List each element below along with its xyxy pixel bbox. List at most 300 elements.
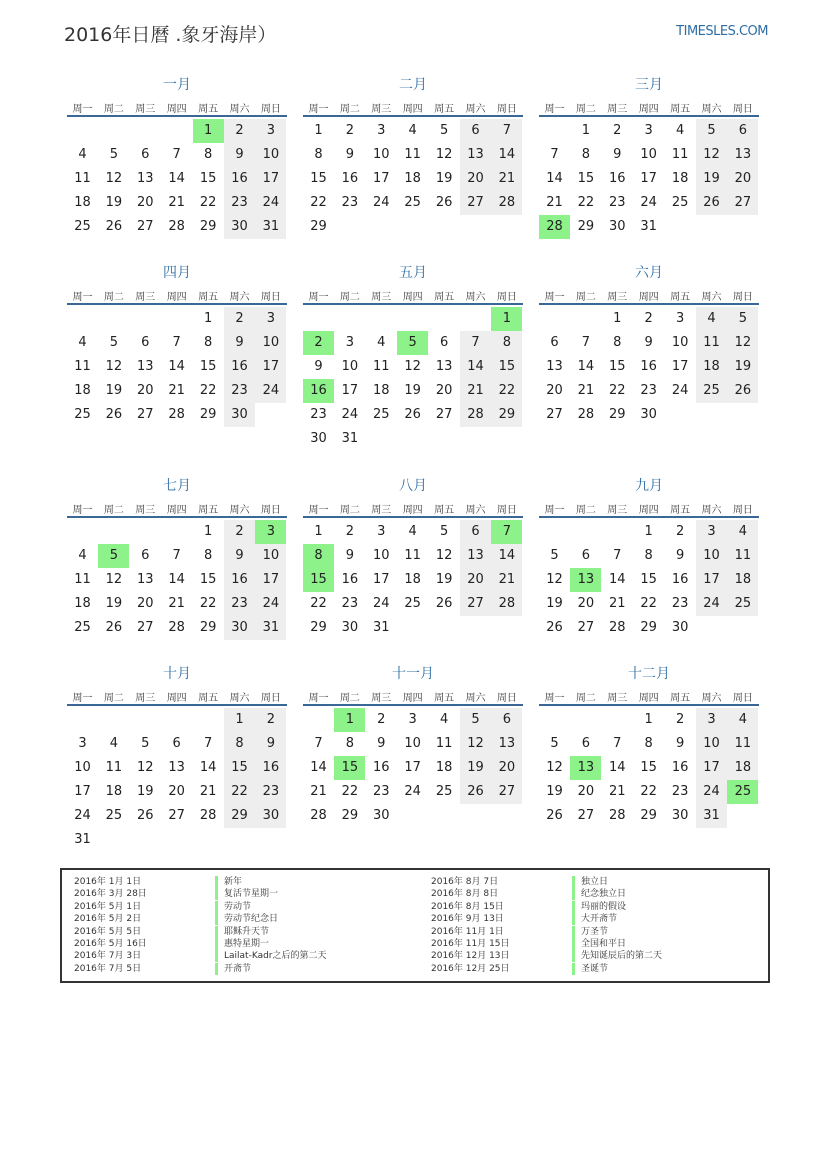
weekday-label: 周二 — [103, 505, 124, 516]
day-cell: 27 — [460, 592, 491, 616]
weekday-label: 周一 — [544, 292, 565, 303]
day-cell: 3 — [696, 708, 727, 732]
month-header-rule — [303, 303, 523, 305]
holiday-name: 圣诞节 — [572, 963, 608, 975]
day-cell: 26 — [696, 191, 727, 215]
day-cell: 19 — [137, 784, 154, 799]
day-cell: 19 — [105, 383, 123, 398]
day-cell: 7 — [491, 119, 522, 143]
weekday-label: 周二 — [103, 104, 124, 115]
weekday-label: 周三 — [135, 505, 156, 516]
day-cell: 15 — [577, 171, 595, 186]
day-cell: 21 — [168, 195, 185, 210]
day-cell: 13 — [168, 760, 185, 775]
day-cell: 7 — [172, 147, 181, 162]
day-cell: 20 — [168, 784, 185, 799]
holiday-date: 2016年 7月 3日 — [74, 951, 142, 962]
day-cell: 10 — [696, 544, 727, 568]
day-cell: 25 — [74, 407, 91, 422]
weekday-label: 周一 — [72, 505, 93, 516]
day-cell: 14 — [310, 760, 327, 775]
day-cell: 6 — [727, 119, 758, 143]
day-cell: 14 — [168, 572, 185, 587]
weekday-label: 周六 — [229, 292, 250, 303]
day-cell: 4 — [696, 307, 727, 331]
day-cell: 30 — [341, 620, 359, 635]
day-cell: 17 — [696, 756, 727, 780]
day-cell: 3 — [696, 520, 727, 544]
day-cell: 12 — [105, 572, 123, 587]
month-name: 十一月 — [392, 666, 434, 682]
day-cell: 22 — [609, 383, 626, 398]
day-cell: 23 — [609, 195, 626, 210]
weekday-label: 周三 — [135, 693, 156, 704]
day-cell: 22 — [310, 596, 327, 611]
day-cell: 6 — [581, 548, 591, 563]
holiday-day-cell: 8 — [303, 544, 334, 568]
day-cell: 9 — [644, 335, 653, 350]
day-cell: 6 — [491, 708, 522, 732]
day-cell: 20 — [460, 568, 491, 592]
day-cell: 13 — [491, 732, 522, 756]
day-cell: 4 — [727, 520, 758, 544]
day-cell: 25 — [435, 784, 453, 799]
day-cell: 2 — [675, 524, 685, 539]
month-name: 五月 — [399, 265, 427, 281]
day-cell: 10 — [341, 359, 359, 374]
month-header-rule — [67, 115, 287, 117]
weekday-label: 周四 — [166, 693, 187, 704]
weekday-label: 周一 — [544, 693, 565, 704]
day-cell: 26 — [105, 620, 123, 635]
weekday-label: 周三 — [135, 104, 156, 115]
day-cell: 10 — [255, 143, 286, 167]
day-cell: 24 — [255, 191, 286, 215]
weekday-label: 周日 — [260, 104, 281, 115]
day-cell: 23 — [310, 407, 327, 422]
day-cell: 21 — [310, 784, 327, 799]
day-cell: 25 — [105, 808, 123, 823]
day-cell: 29 — [310, 219, 327, 234]
day-cell: 11 — [671, 147, 689, 162]
holiday-name: 玛丽的假设 — [572, 901, 626, 913]
day-cell: 20 — [491, 756, 522, 780]
day-cell: 18 — [727, 568, 758, 592]
day-cell: 10 — [373, 548, 390, 563]
day-cell: 16 — [640, 359, 657, 374]
day-cell: 16 — [341, 171, 359, 186]
day-cell: 19 — [435, 572, 453, 587]
day-cell: 27 — [577, 808, 595, 823]
day-cell: 27 — [577, 620, 595, 635]
day-cell: 8 — [644, 548, 653, 563]
day-cell: 3 — [78, 736, 87, 751]
day-cell: 24 — [373, 195, 390, 210]
day-cell: 24 — [341, 407, 359, 422]
day-cell: 3 — [255, 307, 286, 331]
weekday-label: 周三 — [371, 693, 392, 704]
day-cell: 20 — [577, 596, 595, 611]
day-cell: 15 — [199, 171, 217, 186]
day-cell: 23 — [224, 379, 255, 403]
day-cell: 30 — [373, 808, 390, 823]
day-cell: 27 — [137, 407, 154, 422]
day-cell: 27 — [168, 808, 185, 823]
day-cell: 16 — [224, 355, 255, 379]
holiday-name: 大开斋节 — [572, 913, 617, 925]
day-cell: 11 — [373, 359, 390, 374]
day-cell: 13 — [546, 359, 563, 374]
day-cell: 4 — [727, 708, 758, 732]
weekday-label: 周三 — [607, 693, 628, 704]
day-cell: 11 — [727, 732, 758, 756]
day-cell: 9 — [675, 548, 685, 563]
day-cell: 31 — [74, 832, 91, 847]
weekday-label: 周六 — [229, 104, 250, 115]
weekday-label: 周二 — [575, 292, 596, 303]
day-cell: 16 — [224, 568, 255, 592]
day-cell: 14 — [460, 355, 491, 379]
weekday-label: 周五 — [434, 505, 455, 516]
day-cell: 31 — [255, 215, 286, 239]
day-cell: 21 — [460, 379, 491, 403]
month-name: 四月 — [163, 265, 191, 281]
day-cell: 12 — [105, 171, 123, 186]
day-cell: 25 — [671, 195, 689, 210]
weekday-label: 周六 — [465, 292, 486, 303]
day-cell: 26 — [105, 219, 123, 234]
day-cell: 21 — [168, 383, 185, 398]
day-cell: 5 — [109, 335, 119, 350]
day-cell: 27 — [491, 780, 522, 804]
weekday-label: 周一 — [72, 104, 93, 115]
day-cell: 27 — [137, 219, 154, 234]
day-cell: 21 — [609, 784, 626, 799]
day-cell: 10 — [671, 335, 689, 350]
day-cell: 14 — [491, 544, 522, 568]
holiday-name: 万圣节 — [572, 926, 608, 938]
holiday-date: 2016年 1月 1日 — [74, 877, 142, 887]
weekday-label: 周三 — [371, 104, 392, 115]
day-cell: 8 — [224, 732, 255, 756]
day-cell: 27 — [727, 191, 758, 215]
weekday-label: 周四 — [166, 292, 187, 303]
day-cell: 5 — [141, 736, 150, 751]
day-cell: 1 — [644, 712, 653, 727]
day-cell: 8 — [581, 147, 591, 162]
day-cell: 2 — [224, 520, 255, 544]
day-cell: 15 — [224, 756, 255, 780]
month-header-rule — [539, 115, 759, 117]
day-cell: 30 — [224, 215, 255, 239]
weekday-label: 周日 — [260, 505, 281, 516]
weekday-label: 周日 — [496, 104, 517, 115]
weekday-label: 周四 — [402, 292, 423, 303]
weekday-label: 周日 — [732, 104, 753, 115]
day-cell: 30 — [671, 808, 689, 823]
day-cell: 24 — [671, 383, 689, 398]
day-cell: 23 — [373, 784, 390, 799]
holiday-day-cell: 1 — [193, 119, 224, 143]
month-header-rule — [67, 303, 287, 305]
day-cell: 16 — [671, 760, 689, 775]
month-header-rule — [303, 115, 523, 117]
day-cell: 6 — [460, 520, 491, 544]
day-cell: 9 — [224, 331, 255, 355]
day-cell: 1 — [203, 524, 213, 539]
day-cell: 28 — [460, 403, 491, 427]
day-cell: 21 — [199, 784, 217, 799]
day-cell: 30 — [310, 431, 327, 446]
day-cell: 14 — [491, 143, 522, 167]
day-cell: 19 — [546, 596, 563, 611]
day-cell: 6 — [550, 335, 559, 350]
day-cell: 17 — [640, 171, 657, 186]
weekday-label: 周六 — [701, 104, 722, 115]
day-cell: 29 — [609, 407, 626, 422]
day-cell: 14 — [577, 359, 595, 374]
day-cell: 10 — [255, 331, 286, 355]
weekday-label: 周三 — [607, 104, 628, 115]
day-cell: 8 — [203, 147, 213, 162]
holiday-day-cell: 15 — [303, 568, 334, 592]
day-cell: 10 — [696, 732, 727, 756]
day-cell: 13 — [435, 359, 453, 374]
weekday-label: 周一 — [72, 292, 93, 303]
month-name: 六月 — [635, 265, 663, 281]
weekday-label: 周三 — [607, 505, 628, 516]
weekday-label: 周三 — [607, 292, 628, 303]
day-cell: 3 — [255, 119, 286, 143]
day-cell: 4 — [408, 524, 417, 539]
month-header-rule — [539, 303, 759, 305]
day-cell: 18 — [435, 760, 453, 775]
day-cell: 19 — [105, 195, 123, 210]
day-cell: 28 — [491, 592, 522, 616]
day-cell: 18 — [404, 572, 421, 587]
day-cell: 26 — [105, 407, 123, 422]
month-header-rule — [303, 704, 523, 706]
holiday-day-cell: 13 — [570, 568, 601, 592]
weekday-label: 周日 — [732, 292, 753, 303]
day-cell: 16 — [609, 171, 626, 186]
weekday-label: 周四 — [166, 104, 187, 115]
holiday-date: 2016年 8月 7日 — [431, 877, 499, 887]
weekday-label: 周五 — [198, 505, 219, 516]
weekday-label: 周二 — [339, 292, 360, 303]
holiday-date: 2016年 3月 28日 — [74, 889, 147, 900]
day-cell: 20 — [137, 596, 154, 611]
weekday-label: 周一 — [72, 693, 93, 704]
weekday-label: 周四 — [638, 104, 659, 115]
day-cell: 15 — [640, 572, 657, 587]
day-cell: 25 — [727, 592, 758, 616]
day-cell: 27 — [460, 191, 491, 215]
day-cell: 7 — [314, 736, 323, 751]
day-cell: 17 — [341, 383, 359, 398]
weekday-label: 周四 — [402, 693, 423, 704]
day-cell: 6 — [460, 119, 491, 143]
day-cell: 2 — [644, 311, 653, 326]
day-cell: 18 — [696, 355, 727, 379]
weekday-label: 周五 — [434, 693, 455, 704]
day-cell: 28 — [577, 407, 595, 422]
weekday-label: 周六 — [229, 693, 250, 704]
day-cell: 24 — [74, 808, 91, 823]
holiday-date: 2016年 8月 8日 — [431, 889, 499, 900]
month-name: 十月 — [163, 666, 191, 682]
day-cell: 24 — [404, 784, 421, 799]
day-cell: 18 — [373, 383, 390, 398]
day-cell: 30 — [255, 804, 286, 828]
weekday-label: 周二 — [339, 104, 360, 115]
day-cell: 7 — [581, 335, 591, 350]
day-cell: 7 — [613, 548, 622, 563]
day-cell: 19 — [696, 167, 727, 191]
day-cell: 25 — [404, 195, 421, 210]
day-cell: 2 — [675, 712, 685, 727]
day-cell: 11 — [727, 544, 758, 568]
weekday-label: 周日 — [496, 505, 517, 516]
weekday-label: 周二 — [339, 505, 360, 516]
day-cell: 19 — [404, 383, 421, 398]
weekday-label: 周四 — [402, 505, 423, 516]
holiday-name: 独立日 — [572, 876, 608, 888]
day-cell: 16 — [255, 756, 286, 780]
month-name: 九月 — [635, 478, 663, 494]
day-cell: 12 — [546, 760, 563, 775]
day-cell: 7 — [203, 736, 213, 751]
day-cell: 24 — [640, 195, 657, 210]
day-cell: 17 — [255, 167, 286, 191]
day-cell: 14 — [168, 359, 185, 374]
weekday-label: 周二 — [575, 505, 596, 516]
day-cell: 17 — [373, 572, 390, 587]
day-cell: 6 — [141, 548, 150, 563]
month-name: 一月 — [163, 77, 191, 93]
day-cell: 28 — [310, 808, 327, 823]
day-cell: 20 — [460, 167, 491, 191]
day-cell: 9 — [345, 147, 355, 162]
day-cell: 28 — [609, 808, 626, 823]
weekday-label: 周五 — [670, 505, 691, 516]
weekday-label: 周五 — [434, 292, 455, 303]
holiday-day-cell: 15 — [334, 756, 365, 780]
day-cell: 2 — [224, 307, 255, 331]
weekday-label: 周日 — [732, 505, 753, 516]
day-cell: 21 — [609, 596, 626, 611]
day-cell: 9 — [613, 147, 622, 162]
holiday-date: 2016年 11月 1日 — [431, 926, 504, 937]
weekday-label: 周日 — [496, 292, 517, 303]
weekday-label: 周三 — [371, 505, 392, 516]
day-cell: 17 — [373, 171, 390, 186]
holiday-date: 2016年 5月 5日 — [74, 926, 142, 937]
day-cell: 22 — [577, 195, 595, 210]
day-cell: 3 — [345, 335, 355, 350]
weekday-label: 周一 — [308, 693, 329, 704]
day-cell: 31 — [255, 616, 286, 640]
day-cell: 8 — [491, 331, 522, 355]
day-cell: 22 — [341, 784, 359, 799]
day-cell: 3 — [644, 123, 653, 138]
weekday-label: 周一 — [308, 104, 329, 115]
day-cell: 23 — [341, 596, 359, 611]
day-cell: 23 — [255, 780, 286, 804]
day-cell: 25 — [74, 620, 91, 635]
day-cell: 12 — [546, 572, 563, 587]
day-cell: 24 — [696, 592, 727, 616]
day-cell: 19 — [435, 171, 453, 186]
holiday-name: 纪念独立日 — [572, 888, 626, 900]
weekday-label: 周二 — [103, 292, 124, 303]
month-header-rule — [539, 516, 759, 518]
day-cell: 29 — [199, 407, 217, 422]
day-cell: 29 — [640, 620, 657, 635]
day-cell: 1 — [314, 524, 323, 539]
day-cell: 2 — [345, 123, 355, 138]
day-cell: 25 — [696, 379, 727, 403]
day-cell: 2 — [613, 123, 622, 138]
day-cell: 11 — [435, 736, 453, 751]
day-cell: 5 — [460, 708, 491, 732]
day-cell: 23 — [671, 784, 689, 799]
day-cell: 12 — [696, 143, 727, 167]
day-cell: 30 — [224, 403, 255, 427]
day-cell: 16 — [224, 167, 255, 191]
day-cell: 8 — [644, 736, 653, 751]
day-cell: 9 — [255, 732, 286, 756]
holiday-name: 劳动节 — [215, 901, 251, 913]
weekday-label: 周日 — [260, 693, 281, 704]
day-cell: 17 — [671, 359, 689, 374]
day-cell: 2 — [255, 708, 286, 732]
day-cell: 15 — [310, 171, 327, 186]
weekday-label: 周五 — [670, 104, 691, 115]
day-cell: 15 — [640, 760, 657, 775]
day-cell: 23 — [224, 592, 255, 616]
day-cell: 29 — [341, 808, 359, 823]
day-cell: 2 — [377, 712, 386, 727]
site-link[interactable]: TIMESLES.COM — [676, 24, 768, 39]
weekday-label: 周五 — [670, 292, 691, 303]
weekday-label: 周六 — [701, 505, 722, 516]
day-cell: 11 — [74, 572, 91, 587]
day-cell: 20 — [137, 195, 154, 210]
day-cell: 28 — [168, 620, 185, 635]
holiday-date: 2016年 7月 5日 — [74, 963, 142, 974]
day-cell: 22 — [199, 195, 217, 210]
day-cell: 6 — [141, 335, 150, 350]
day-cell: 5 — [727, 307, 758, 331]
holiday-date: 2016年 9月 13日 — [431, 914, 504, 925]
holiday-name: 耶稣升天节 — [215, 926, 269, 938]
day-cell: 19 — [727, 355, 758, 379]
day-cell: 19 — [105, 596, 123, 611]
day-cell: 7 — [172, 335, 181, 350]
day-cell: 20 — [435, 383, 453, 398]
day-cell: 24 — [373, 596, 390, 611]
weekday-label: 周四 — [402, 104, 423, 115]
day-cell: 11 — [404, 548, 421, 563]
day-cell: 18 — [727, 756, 758, 780]
day-cell: 11 — [74, 359, 91, 374]
day-cell: 9 — [224, 143, 255, 167]
day-cell: 5 — [439, 524, 449, 539]
holiday-name: 新年 — [215, 876, 242, 888]
day-cell: 16 — [373, 760, 390, 775]
day-cell: 29 — [310, 620, 327, 635]
